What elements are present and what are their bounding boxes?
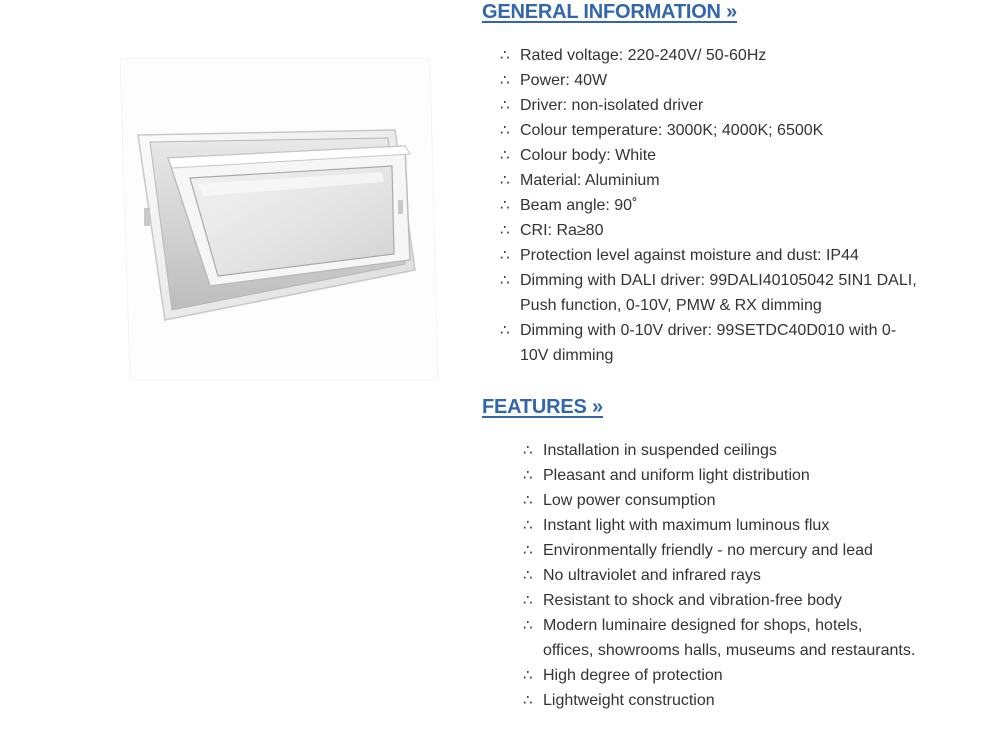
- list-item: ∴ Low power consumption: [515, 488, 992, 513]
- list-item: ∴ Material: Aluminium: [492, 168, 992, 193]
- bullet-icon: ∴: [500, 46, 510, 64]
- bullet-icon: ∴: [500, 271, 510, 289]
- bullet-icon: ∴: [500, 196, 510, 214]
- bullet-icon: ∴: [523, 616, 533, 634]
- list-item: ∴ Installation in suspended ceilings: [515, 438, 992, 463]
- bullet-icon: ∴: [500, 171, 510, 189]
- list-item: ∴ Colour body: White: [492, 143, 992, 168]
- features-section: [482, 395, 992, 713]
- list-item: ∴ No ultraviolet and infrared rays: [515, 563, 992, 588]
- bullet-icon: ∴: [523, 541, 533, 559]
- bullet-icon: ∴: [523, 666, 533, 684]
- features-list: [515, 438, 992, 713]
- bullet-icon: ∴: [500, 71, 510, 89]
- bullet-icon: ∴: [523, 691, 533, 709]
- list-item: ∴ Lightweight construction: [515, 688, 992, 713]
- list-item: ∴ CRI: Ra≥80: [492, 218, 992, 243]
- bullet-icon: ∴: [500, 321, 510, 339]
- list-item: ∴ Driver: non-isolated driver: [492, 93, 992, 118]
- general-information-heading[interactable]: GENERAL INFORMATION »: [482, 1, 738, 23]
- general-information-list: [492, 43, 992, 368]
- list-item: ∴ Power: 40W: [492, 68, 992, 93]
- bullet-icon: ∴: [523, 566, 533, 584]
- bullet-icon: ∴: [523, 516, 533, 534]
- list-item: ∴ Rated voltage: 220-240V/ 50-60Hz: [492, 43, 992, 68]
- bullet-icon: ∴: [523, 591, 533, 609]
- list-item: ∴ Colour temperature: 3000K; 4000K; 6500K: [492, 118, 992, 143]
- list-item: ∴ Beam angle: 90˚: [492, 193, 992, 218]
- list-item: ∴ Pleasant and uniform light distribution: [515, 463, 992, 488]
- features-heading[interactable]: FEATURES »: [482, 396, 603, 418]
- bullet-icon: ∴: [500, 146, 510, 164]
- bullet-icon: ∴: [523, 441, 533, 459]
- list-item: ∴ Protection level against moisture and dust: IP44: [492, 243, 992, 268]
- list-item: ∴ Environmentally friendly - no mercury and lead: [515, 538, 992, 563]
- general-information-section: [482, 0, 992, 368]
- bullet-icon: ∴: [500, 96, 510, 114]
- bullet-icon: ∴: [500, 246, 510, 264]
- bullet-icon: ∴: [500, 121, 510, 139]
- list-item: ∴ High degree of protection: [515, 663, 992, 688]
- list-item: ∴ Instant light with maximum luminous flux: [515, 513, 992, 538]
- bullet-icon: ∴: [523, 491, 533, 509]
- list-item: ∴ Modern luminaire designed for shops, hotels, offices, showrooms halls, museums and restaurants.: [515, 613, 992, 663]
- product-image: [120, 50, 450, 390]
- bullet-icon: ∴: [500, 221, 510, 239]
- list-item: ∴ Resistant to shock and vibration-free body: [515, 588, 992, 613]
- bullet-icon: ∴: [523, 466, 533, 484]
- list-item: ∴ Dimming with 0-10V driver: 99SETDC40D010 with 0- 10V dimming: [492, 318, 992, 368]
- list-item: ∴ Dimming with DALI driver: 99DALI40105042 5IN1 DALI, Push function, 0-10V, PMW & RX dimming: [492, 268, 992, 318]
